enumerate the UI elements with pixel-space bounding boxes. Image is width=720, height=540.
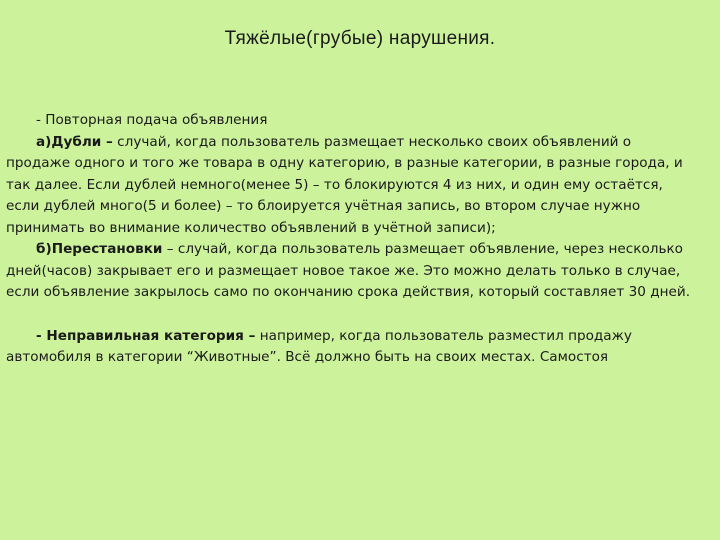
section-heading-repeat-posting [6,110,696,132]
item-duplicates [6,132,696,240]
wrong-category-label: - Неправильная категория – [36,327,256,344]
item-reposts-text: – случай, когда пользователь размещает объявление, через несколько дней(часов) закрывает его и размещает новое такое же. Это можно делать только в случае, если объявление закрылось само по окончанию срока действия, который составляет 30 дней. [6,241,691,300]
slide-body [6,110,696,369]
section-wrong-category [6,326,696,369]
item-reposts-label: б)Перестановки [36,241,163,257]
item-duplicates-label: а)Дубли – [36,133,113,150]
heading-text: - Повторная подача объявления [36,112,268,128]
item-reposts [6,239,696,304]
wrong-category-text: например, когда пользователь разместил продажу автомобиля в категории “Животные”. Всё должно быть на своих местах. Самостоя [6,327,632,365]
item-duplicates-text: случай, когда пользователь размещает несколько своих объявлений о продаже одного и того же товара в одну категорию, в разные категории, в разные города, и так далее. Если дублей немного(менее 5) – то блокируются 4 из них, и один ему остаётся, если дублей много(5 и более) – то блоируется учётная запись, во втором случае нужно принимать во внимание количество объявлений в учётной записи); [6,133,683,236]
slide-title: Тяжёлые(грубые) нарушения. [224,28,496,49]
